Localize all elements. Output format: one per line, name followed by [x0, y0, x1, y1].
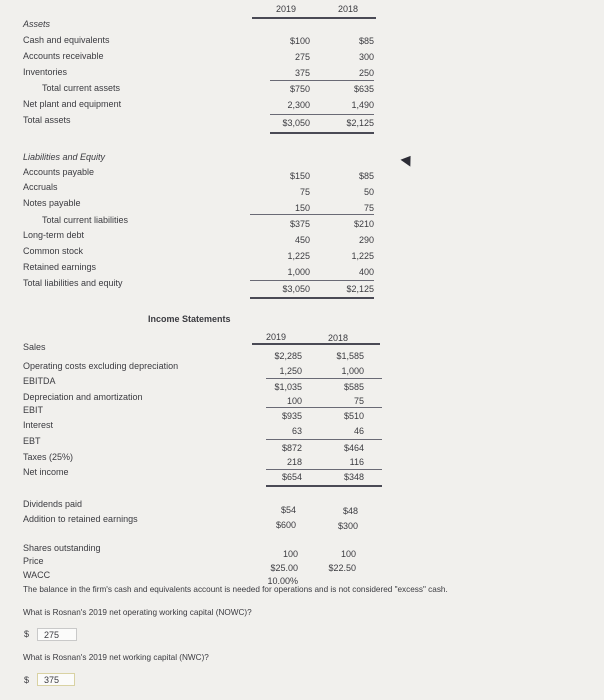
value-2018: 1,000 [341, 366, 364, 376]
double-rule [270, 132, 374, 134]
value-2019: $3,050 [282, 118, 310, 128]
value-2018: $510 [343, 411, 364, 421]
row-label: Total liabilities and equity [23, 278, 123, 288]
subtotal-rule [250, 214, 374, 215]
year-2019-header: 2019 [276, 4, 297, 14]
header-rule [252, 343, 380, 345]
value-2019: $2,285 [274, 351, 302, 361]
value-2019: $54 [280, 505, 296, 515]
value-2019: $935 [281, 411, 302, 421]
value-2019: 100 [286, 396, 302, 406]
year-2019-header: 2019 [266, 332, 287, 342]
value-2018: $2,125 [346, 284, 374, 294]
value-2019: 375 [294, 68, 310, 78]
currency-symbol: $ [24, 675, 30, 685]
value-2018: 116 [349, 457, 364, 467]
value-2018: $48 [342, 506, 358, 516]
header-rule [252, 17, 376, 19]
row-label: Sales [23, 342, 46, 352]
double-rule [266, 485, 382, 487]
value-2019: 63 [291, 426, 302, 436]
row-label: Inventories [23, 67, 68, 77]
value-2018: $635 [353, 84, 374, 94]
row-label: Total current assets [42, 83, 121, 93]
value-2018: 1,225 [351, 251, 374, 261]
value-2019: $600 [275, 520, 296, 530]
value-2018: 1,490 [351, 100, 374, 110]
value-2019: $3,050 [282, 284, 310, 294]
income-statement-title: Income Statements [148, 314, 231, 324]
row-label: EBT [23, 436, 41, 446]
row-label: Depreciation and amortization [23, 392, 143, 402]
liabilities-heading: Liabilities and Equity [23, 152, 106, 162]
value-2019: 275 [294, 52, 310, 62]
value-2018: 250 [358, 68, 374, 78]
year-2018-header: 2018 [328, 333, 349, 343]
value-2018: $210 [353, 219, 374, 229]
row-label: Long-term debt [23, 230, 85, 240]
value-2019: 1,225 [287, 251, 310, 261]
question-nwc: What is Rosnan's 2019 net working capital (NWC)? [23, 653, 209, 662]
wacc-label: WACC [23, 570, 51, 580]
value-2019: $1,035 [274, 382, 302, 392]
year-2018-header: 2018 [338, 4, 359, 14]
shares-label: Shares outstanding [23, 543, 101, 553]
value-2018: $585 [343, 382, 364, 392]
value-2018: $464 [343, 443, 364, 453]
wacc-2019: 10.00% [267, 576, 298, 586]
double-rule [250, 297, 374, 299]
subtotal-rule [266, 469, 382, 470]
value-2019: $750 [289, 84, 310, 94]
currency-symbol: $ [24, 629, 30, 639]
subtotal-rule [270, 80, 374, 81]
row-label: Common stock [23, 246, 84, 256]
row-label: Net income [23, 467, 69, 477]
question-nowc: What is Rosnan's 2019 net operating working capital (NOWC)? [23, 608, 252, 617]
subtotal-rule [266, 407, 382, 408]
row-label: EBITDA [23, 376, 56, 386]
row-label: Accounts payable [23, 167, 95, 177]
row-label: Addition to retained earnings [23, 514, 138, 524]
value-2019: 1,000 [287, 267, 310, 277]
row-label: Accruals [23, 182, 58, 192]
value-2018: 300 [358, 52, 374, 62]
subtotal-rule [266, 378, 382, 379]
value-2019: 2,300 [287, 100, 310, 110]
cash-note: The balance in the firm's cash and equivalents account is needed for operations and is not considered "excess" cash. [23, 585, 448, 594]
value-2018: 400 [358, 267, 374, 277]
value-2018: $348 [343, 472, 364, 482]
row-label: Notes payable [23, 198, 81, 208]
row-label: Net plant and equipment [23, 99, 122, 109]
value-2018: $2,125 [346, 118, 374, 128]
shares-2019: 100 [282, 549, 298, 559]
value-2019: 450 [294, 235, 310, 245]
total-rule [270, 114, 374, 115]
value-2019: $872 [281, 443, 302, 453]
value-2019: 218 [286, 457, 302, 467]
total-rule [250, 280, 374, 281]
value-2019: 75 [299, 187, 310, 197]
value-2018: 75 [363, 203, 374, 213]
shares-2018: 100 [340, 549, 356, 559]
row-label: Taxes (25%) [23, 452, 74, 462]
value-2019: $654 [281, 472, 302, 482]
value-2018: $85 [358, 171, 374, 181]
value-2019: $150 [289, 171, 310, 181]
row-label: EBIT [23, 405, 44, 415]
value-2018: 75 [353, 396, 364, 406]
value-2019: $375 [289, 219, 310, 229]
nwc-answer-input[interactable]: 375 [37, 673, 75, 686]
row-label: Retained earnings [23, 262, 97, 272]
value-2018: $1,585 [336, 351, 364, 361]
row-label: Operating costs excluding depreciation [23, 361, 179, 371]
nowc-answer-input[interactable]: 275 [37, 628, 77, 641]
price-label: Price [23, 556, 44, 566]
price-2019: $25.00 [270, 563, 298, 573]
value-2019: 150 [294, 203, 310, 213]
row-label: Cash and equivalents [23, 35, 110, 45]
value-2019: $100 [289, 36, 310, 46]
row-label: Total assets [23, 115, 71, 125]
row-label: Accounts receivable [23, 51, 104, 61]
price-2018: $22.50 [328, 563, 356, 573]
row-label: Dividends paid [23, 499, 83, 509]
value-2018: 50 [363, 187, 374, 197]
row-label: Total current liabilities [42, 215, 129, 225]
value-2018: 46 [353, 426, 364, 436]
value-2019: 1,250 [279, 366, 302, 376]
value-2018: $300 [337, 521, 358, 531]
assets-heading: Assets [23, 19, 51, 29]
value-2018: $85 [358, 36, 374, 46]
row-label: Interest [23, 420, 54, 430]
mouse-cursor-icon [401, 152, 416, 166]
value-2018: 290 [358, 235, 374, 245]
subtotal-rule [266, 439, 382, 440]
